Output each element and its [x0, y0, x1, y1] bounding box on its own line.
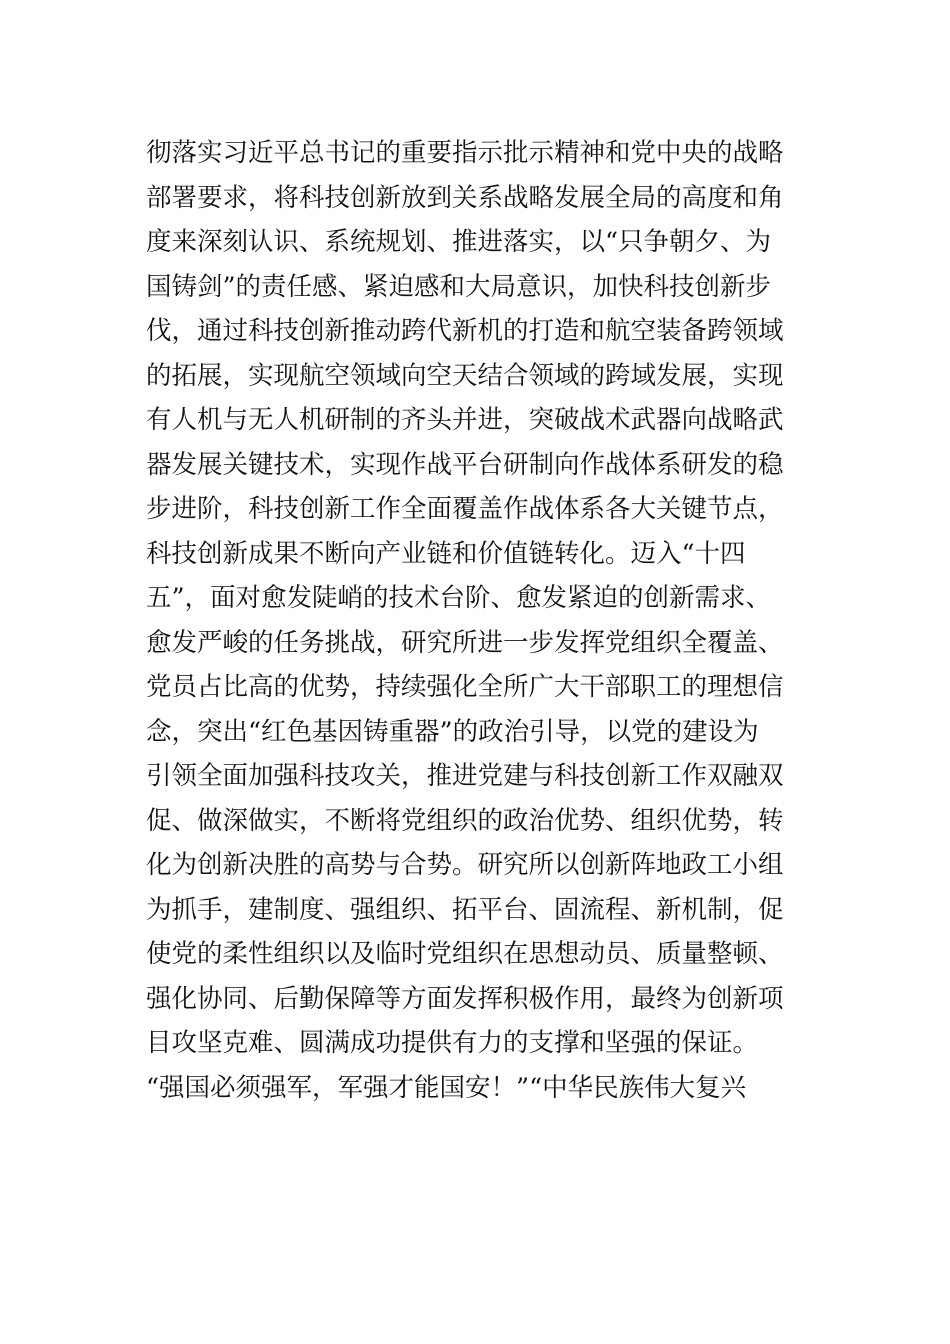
text-line: 部署要求，将科技创新放到关系战略发展全局的高度和角	[146, 182, 784, 213]
text-line: 国铸剑”的责任感、紧迫感和大局意识，加快科技创新步	[146, 271, 772, 302]
text-line: 为抓手，建制度、强组织、拓平台、固流程、新机制，促	[146, 894, 784, 925]
text-line: 有人机与无人机研制的齐头并进，突破战术武器向战略武	[146, 405, 784, 435]
text-line: 步进阶，科技创新工作全面覆盖作战体系各大关键节点，	[146, 494, 784, 524]
text-line: 使党的柔性组织以及临时党组织在思想动员、质量整顿、	[146, 939, 784, 969]
text-line: 强化协同、后勤保障等方面发挥积极作用，最终为创新项	[146, 983, 784, 1014]
text-line: 伐，通过科技创新推动跨代新机的打造和航空装备跨领域	[146, 316, 784, 346]
text-line: 念，突出“红色基因铸重器”的政治引导，以党的建设为	[146, 716, 759, 747]
text-line: “强国必须强军，军强才能国安！”“中华民族伟大复兴	[146, 1072, 747, 1103]
text-line: 器发展关键技术，实现作战平台研制向作战体系研发的稳	[146, 449, 784, 480]
text-line: 科技创新成果不断向产业链和价值链转化。迈入“十四	[146, 538, 746, 569]
text-line: 五”，面对愈发陡峭的技术台阶、愈发紧迫的创新需求、	[146, 583, 772, 613]
text-line: 党员占比高的优势，持续强化全所广大干部职工的理想信	[146, 672, 784, 702]
text-line: 引领全面加强科技攻关，推进党建与科技创新工作双融双	[146, 761, 784, 791]
text-line: 的拓展，实现航空领域向空天结合领域的跨域发展，实现	[146, 360, 784, 391]
text-line: 度来深刻认识、系统规划、推进落实，以“只争朝夕、为	[146, 227, 772, 257]
text-line: 化为创新决胜的高势与合势。研究所以创新阵地政工小组	[146, 850, 784, 880]
text-line: 促、做深做实，不断将党组织的政治优势、组织优势，转	[146, 805, 784, 836]
body-text	[146, 131, 808, 1110]
text-line: 彻落实习近平总书记的重要指示批示精神和党中央的战略	[146, 138, 784, 168]
text-line: 愈发严峻的任务挑战，研究所进一步发挥党组织全覆盖、	[146, 627, 784, 658]
text-line: 目攻坚克难、圆满成功提供有力的支撑和坚强的保证。	[146, 1028, 759, 1058]
